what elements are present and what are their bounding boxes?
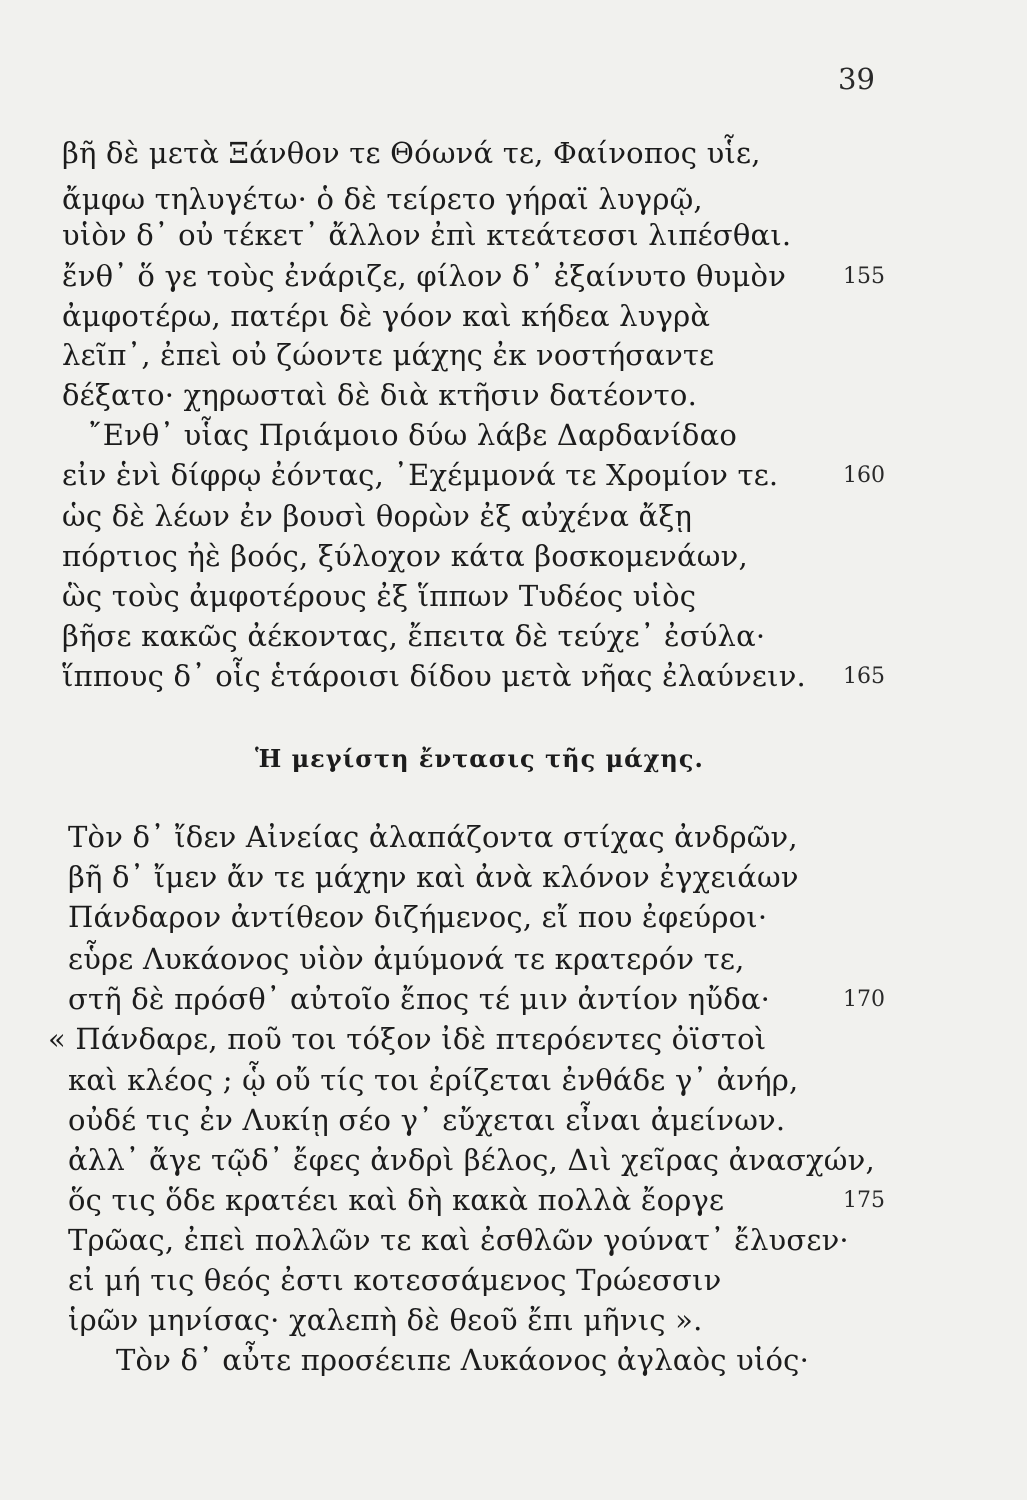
verse-text: υἱὸν δ᾿ οὐ τέκετ᾿ ἄλλον ἐπὶ κτεάτεσσι λιπέσθαι. (62, 218, 792, 252)
verse-line (0, 898, 1027, 936)
verse-text: Πάνδαρον ἀντίθεον διζήμενος, εἴ που ἐφεύροι· (68, 900, 768, 934)
verse-line (0, 416, 1027, 454)
verse-line (0, 1221, 1027, 1259)
verse-text: βῆσε κακῶς ἀέκοντας, ἔπειτα δὲ τεύχε᾿ ἐσύλα· (62, 619, 766, 653)
verse-line (0, 577, 1027, 615)
verse-text: δέξατο· χηρωσταὶ δὲ διὰ κτῆσιν δατέοντο. (62, 378, 697, 412)
verse-line (0, 1301, 1027, 1339)
verse-text: λεῖπ᾿, ἐπεὶ οὐ ζώοντε μάχης ἐκ νοστήσαντε (62, 338, 715, 372)
verse-text: Τὸν δ᾿ ἴδεν Αἰνείας ἀλαπάζοντα στίχας ἀνδρῶν, (68, 820, 798, 854)
verse-text: ἀλλ᾿ ἄγε τῷδ᾿ ἔφες ἀνδρὶ βέλος, Διὶ χεῖρας ἀνασχών, (68, 1143, 875, 1177)
verse-line (0, 336, 1027, 374)
verse-text: ἔνθ᾿ ὅ γε τοὺς ἐνάριζε, φίλον δ᾿ ἐξαίνυτο θυμὸν (62, 259, 787, 293)
line-number: 165 (843, 664, 885, 689)
verse-text: στῆ δὲ πρόσθ᾿ αὐτοῖο ἔπος τέ μιν ἀντίον ηὔδα· (68, 982, 771, 1016)
verse-text: ὅς τις ὅδε κρατέει καὶ δὴ κακὰ πολλὰ ἔοργε (68, 1183, 725, 1217)
verse-text: οὐδέ τις ἐν Λυκίῃ σέο γ᾿ εὔχεται εἶναι ἀμείνων. (68, 1103, 786, 1137)
verse-text: ἄμφω τηλυγέτω· ὁ δὲ τείρετο γήραϊ λυγρῷ, (62, 182, 703, 216)
verse-text: καὶ κλέος ; ᾧ οὔ τίς τοι ἐρίζεται ἐνθάδε γ᾿ ἀνήρ, (68, 1063, 799, 1097)
verse-text: βῆ δ᾿ ἴμεν ἄν τε μάχην καὶ ἀνὰ κλόνον ἐγχειάων (68, 860, 799, 894)
verse-line (0, 1261, 1027, 1299)
verse-line (0, 180, 1027, 218)
line-number: 175 (843, 1188, 885, 1213)
verse-line (0, 1061, 1027, 1099)
verse-line (0, 617, 1027, 655)
verse-text: πόρτιος ἠὲ βοός, ξύλοχον κάτα βοσκομενάων, (62, 539, 748, 573)
verse-line (0, 940, 1027, 978)
verse-text: ἀμφοτέρω, πατέρι δὲ γόον καὶ κήδεα λυγρὰ (62, 299, 711, 333)
verse-line (0, 657, 1027, 695)
verse-line (0, 216, 1027, 254)
verse-text: βῆ δὲ μετὰ Ξάνθον τε Θόωνά τε, Φαίνοπος υἷε, (62, 136, 761, 170)
verse-text: εὗρε Λυκάονος υἱὸν ἀμύμονά τε κρατερόν τε, (68, 942, 745, 976)
verse-line (0, 456, 1027, 494)
verse-line (0, 818, 1027, 856)
verse-line (0, 376, 1027, 414)
verse-line (0, 1141, 1027, 1179)
verse-text: εἰν ἑνὶ δίφρῳ ἐόντας, ᾿Εχέμμονά τε Χρομίον τε. (62, 458, 779, 492)
line-number: 160 (843, 463, 885, 488)
verse-line (0, 257, 1027, 295)
verse-line (0, 1341, 1027, 1379)
verse-line (0, 297, 1027, 335)
verse-text: ἵππους δ᾿ οἷς ἑτάροισι δίδου μετὰ νῆας ἐλαύνειν. (62, 659, 806, 693)
verse-text: ῎Ενθ᾿ υἷας Πριάμοιο δύω λάβε Δαρδανίδαο (88, 418, 738, 452)
verse-text: Τὸν δ᾿ αὖτε προσέειπε Λυκάονος ἀγλαὸς υἱός· (116, 1343, 810, 1377)
verse-line (0, 858, 1027, 896)
page-number: 39 (838, 62, 875, 96)
verse-line (0, 497, 1027, 535)
verse-text: εἰ μή τις θεός ἐστι κοτεσσάμενος Τρώεσσιν (68, 1263, 722, 1297)
verse-line (0, 1181, 1027, 1219)
verse-line (0, 134, 1027, 172)
line-number: 155 (843, 264, 885, 289)
line-number: 170 (843, 987, 885, 1012)
verse-text: « Πάνδαρε, ποῦ τοι τόξον ἰδὲ πτερόεντες ὀϊστοὶ (48, 1022, 767, 1056)
verse-text: ὡς δὲ λέων ἐν βουσὶ θορὼν ἐξ αὐχένα ἄξῃ (62, 499, 693, 533)
verse-line (0, 1101, 1027, 1139)
verse-line (0, 537, 1027, 575)
verse-line (0, 980, 1027, 1018)
verse-text: ὣς τοὺς ἀμφοτέρους ἐξ ἵππων Τυδέος υἱὸς (62, 579, 697, 613)
verse-line (0, 1020, 1027, 1058)
section-heading: Ἡ μεγίστη ἔντασις τῆς μάχης. (255, 744, 704, 773)
verse-text: Τρῶας, ἐπεὶ πολλῶν τε καὶ ἐσθλῶν γούνατ᾿ ἔλυσεν· (68, 1223, 849, 1257)
verse-text: ἱρῶν μηνίσας· χαλεπὴ δὲ θεοῦ ἔπι μῆνις ». (68, 1303, 703, 1337)
